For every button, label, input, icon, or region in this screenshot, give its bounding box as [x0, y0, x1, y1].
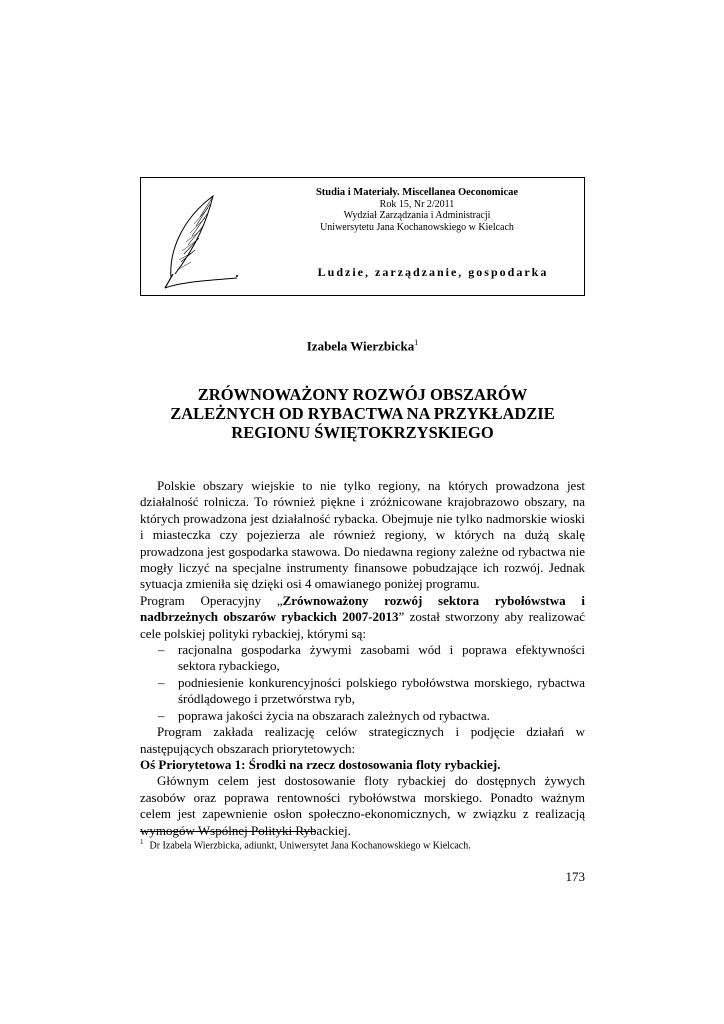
- list-item-text: poprawa jakości życia na obszarach zależnych od rybactwa.: [178, 707, 490, 723]
- list-item-text: racjonalna gospodarka żywymi zasobami wód i poprawa efektywności sektora rybackiego,: [178, 642, 585, 674]
- title-line: ZRÓWNOWAŻONY ROZWÓJ OBSZARÓW: [197, 385, 528, 404]
- quill-pen-logo: [151, 190, 239, 290]
- footnote-mark: 1: [140, 838, 144, 846]
- journal-header-box: [140, 177, 585, 296]
- series-title: Ludzie, zarządzanie, gospodarka: [317, 265, 549, 279]
- paragraph: Głównym celem jest dostosowanie floty rybackiej do dostępnych żywych zasobów oraz poprawa rentowności rybołówstwa morskiego. Ponadto ważnym celem jest zapewnienie osłon społeczno-ekonomicznych, w związku z realizacją wymogów Wspólnej Polityki Rybackiej.: [140, 773, 585, 838]
- title-line: REGIONU ŚWIĘTOKRZYSKIEGO: [231, 423, 494, 442]
- journal-title: Studia i Materiały. Miscellanea Oeconomicae: [315, 187, 519, 198]
- page-number: 173: [565, 869, 585, 884]
- author-name: Izabela Wierzbicka: [306, 338, 415, 354]
- goals-list: [140, 642, 585, 724]
- paragraph: Polskie obszary wiejskie to nie tylko regiony, na których prowadzona jest działalność rolnicza. To również piękne i zróżnicowane krajobrazowo obszary, na których prowadzona jest działalność rybacka. Obejmuje nie tylko nadmorskie wioski i miasteczka czy pojezierza ale również regiony, w których na dużą skalę prowadzona jest gospodarka stawowa. Do niedawna regiony zależne od rybactwa nie mogły liczyć na specjalne instrumenty finansowe pobudzające ich rozwój. Jednak sytuacja zmieniła się dzięki osi 4 omawianego poniżej programu.: [140, 478, 585, 592]
- list-item: [140, 675, 585, 708]
- footnote-text: Dr Izabela Wierzbicka, adiunkt, Uniwersytet Jana Kochanowskiego w Kielcach.: [149, 840, 471, 852]
- paragraph-text: ” został stworzony aby realizować cele polskiej polityki rybackiej, którymi są:: [140, 609, 585, 641]
- footnote: [140, 838, 585, 851]
- paragraph-text: Program Operacyjny „: [140, 592, 283, 608]
- journal-volume: Rok 15, Nr 2/2011: [379, 198, 455, 210]
- list-dash: –: [158, 642, 165, 658]
- paragraph: Program zakłada realizację celów strategicznych i podjęcie działań w następujących obszarach priorytetowych:: [140, 724, 585, 756]
- author-footnote-mark: 1: [414, 338, 419, 347]
- list-item: [140, 642, 585, 675]
- article-body: [140, 478, 585, 839]
- list-item: [140, 708, 585, 724]
- program-name: Zrównoważony rozwój sektora rybołówstwa i nadbrzeżnych obszarów rybackich 2007-2013: [140, 592, 585, 625]
- journal-info: [259, 187, 575, 233]
- list-item-text: podniesienie konkurencyjności polskiego rybołówstwa morskiego, rybactwa śródlądowego i przetwórstwa ryb,: [178, 674, 585, 707]
- title-line: ZALEŻNYCH OD RYBACTWA NA PRZYKŁADZIE: [170, 404, 555, 423]
- paragraph: [140, 593, 585, 642]
- list-dash: –: [158, 674, 165, 690]
- author: [140, 338, 585, 354]
- article-title: [140, 385, 585, 442]
- section-heading: [140, 757, 585, 773]
- journal-faculty: Wydział Zarządzania i Administracji: [343, 210, 491, 221]
- journal-university: Uniwersytetu Jana Kochanowskiego w Kielcach: [320, 221, 514, 233]
- list-dash: –: [158, 707, 165, 723]
- footnote-rule: [140, 831, 315, 832]
- section-heading-text: Oś Priorytetowa 1: Środki na rzecz dostosowania floty rybackiej.: [140, 756, 501, 772]
